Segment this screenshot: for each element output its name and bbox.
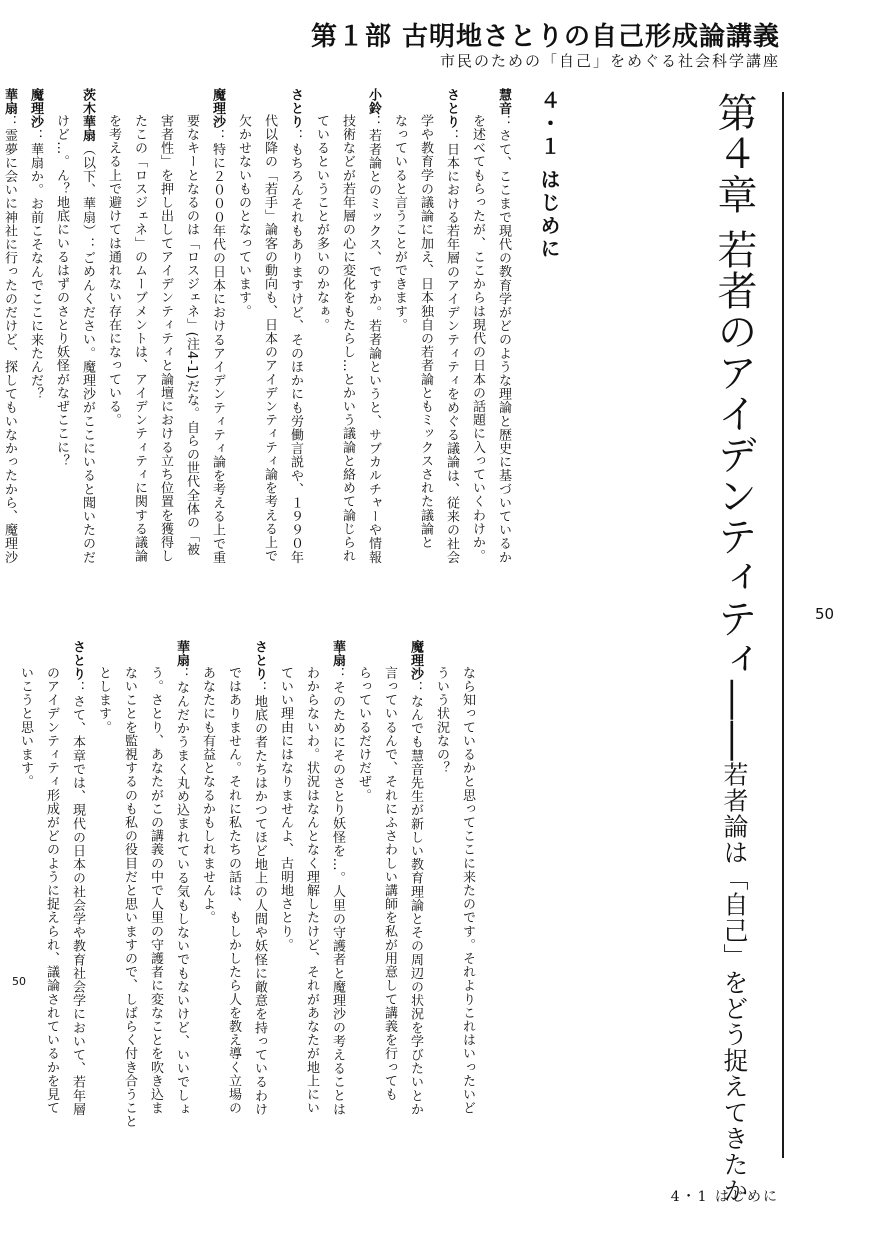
dialogue-line — [12, 640, 38, 1160]
dialogue-line — [298, 640, 324, 1160]
dialogue-line — [48, 88, 74, 608]
line-text: ではありません。それに私たちの話は、もしかしたら人を教え導く立場の — [226, 666, 241, 1115]
dialogue-line — [0, 88, 22, 608]
line-text: ：日本における若年層のアイデンティティをめぐる議論は、従来の社会 — [444, 128, 459, 565]
line-text: ：さて、ここまで現代の教育学がどのような理論と歴史に基づいているか — [496, 115, 511, 565]
dialogue-line — [220, 640, 246, 1160]
section-heading: ４・１ はじめに — [537, 90, 561, 261]
line-text: ：特に２０００年代の日本におけるアイデンティティ論を考える上で重 — [210, 128, 225, 565]
line-text: あなたにも有益となるかもしれませんよ。 — [200, 666, 215, 925]
line-text: けど…。ん？地底にいるはずのさとり妖怪がなぜここに？ — [54, 114, 69, 468]
line-text: 要なキーとなるのは「ロスジェネ」(注4-1)だな。自らの世代全体の「被 — [184, 114, 199, 557]
line-text: ないことを監視するのも私の役目だと思いますので、しばらく付き合うこと — [122, 666, 137, 1129]
line-text: 欠かせないものとなっています。 — [236, 114, 251, 318]
line-text: 害者性」を押し出してアイデンティティと論壇における立ち位置を獲得し — [158, 114, 173, 563]
part-title: 第１部 古明地さとりの自己形成論講義 — [310, 22, 780, 52]
dialogue-line — [230, 88, 256, 608]
dialogue-line — [142, 640, 168, 1160]
line-text: を考える上で避けては通れない存在になっている。 — [106, 114, 121, 427]
chapter-divider — [782, 92, 784, 1158]
speaker-name: さとり — [288, 88, 303, 129]
speaker-name: 小鈴 — [366, 88, 381, 116]
chapter-title-dash: ―― — [711, 679, 757, 762]
dialogue-line — [38, 640, 64, 1160]
dialogue-line — [126, 88, 152, 608]
speaker-name: 茨木華扇 — [80, 88, 95, 143]
line-text: ：若者論とのミックス、ですか。若者論というと、サブカルチャーや情報 — [366, 115, 381, 565]
dialogue-line — [100, 88, 126, 608]
chapter-title-main: 第４章 若者のアイデンティティ — [711, 92, 757, 680]
dialogue-line — [90, 640, 116, 1160]
line-text: なっていると言うことができます。 — [392, 114, 407, 332]
line-text: らっているだけだぜ。 — [356, 666, 371, 802]
line-text: ：華扇か。お前こそなんでここに来たんだ？ — [28, 128, 43, 401]
dialogue-line — [350, 640, 376, 1160]
speaker-name: さとり — [70, 640, 85, 681]
line-text: ：地底の者たちはかつてほど地上の人間や妖怪に敵意を持っているわけ — [252, 680, 267, 1117]
dialogue-line — [308, 88, 334, 608]
dialogue-line — [334, 88, 360, 608]
dialogue-line — [246, 640, 272, 1160]
speaker-name: 魔理沙 — [28, 88, 43, 129]
dialogue-line — [454, 640, 480, 1160]
dialogue-line — [64, 640, 90, 1160]
dialogue-line — [272, 640, 298, 1160]
line-text: う。さとり、あなたがこの講義の中で人里の守護者に変なことを吹き込ま — [148, 666, 163, 1115]
line-text: のアイデンティティ形成がどのように捉えられ、議論されているかを見て — [44, 666, 59, 1115]
line-text: 技術などが若年層の心に変化をもたらし…とかいう議論と絡めて論じられ — [340, 114, 355, 563]
speaker-name: さとり — [444, 88, 459, 129]
line-text: わからないわ。状況はなんとなく理解したけど、それがあなたが地上にい — [304, 666, 319, 1115]
body-text-upper — [2, 88, 580, 608]
dialogue-line — [464, 88, 490, 608]
dialogue-line — [412, 88, 438, 608]
dialogue-line — [116, 640, 142, 1160]
dialogue-line — [194, 640, 220, 1160]
dialogue-line — [376, 640, 402, 1160]
dialogue-line — [256, 88, 282, 608]
speaker-name: 魔理沙 — [210, 88, 225, 129]
dialogue-line — [168, 640, 194, 1160]
speaker-name: 華扇 — [330, 640, 345, 668]
line-text: いこうと思います。 — [18, 666, 33, 789]
line-text: 言っているんで、それにふさわしい講師を私が用意して講義を行っても — [382, 666, 397, 1102]
line-text: ：霊夢に会いに神社に行ったのだけど、探してもいなかったから、魔理沙 — [2, 115, 17, 565]
line-text: なら知っているかと思ってここに来たのです。それよりこれはいったいど — [460, 666, 475, 1115]
chapter-title — [712, 92, 756, 1204]
dialogue-line — [178, 88, 204, 608]
dialogue-lower — [12, 640, 480, 1160]
speaker-name: 慧音 — [496, 88, 511, 116]
line-text: ていい理由にはなりませんよ、古明地さとり。 — [278, 666, 293, 952]
running-footer: 4・1 はじめに — [670, 1189, 779, 1205]
chapter-subtitle: 若者論は「自己」をどう捉えてきたか — [720, 761, 749, 1204]
line-text: ：そのためにそのさとり妖怪を…。人里の守護者と魔理沙の考えることは — [330, 667, 345, 1117]
dialogue-line — [152, 88, 178, 608]
line-text: たこの「ロスジェネ」のムーブメントは、アイデンティティに関する議論 — [132, 114, 147, 563]
line-text: ういう状況なの？ — [434, 666, 449, 775]
speaker-name: さとり — [252, 640, 267, 681]
dialogue-line — [438, 88, 464, 608]
dialogue-line — [402, 640, 428, 1160]
speaker-name: 華扇 — [174, 640, 189, 668]
line-text: ：なんでも慧音先生が新しい教育理論とその周辺の状況を学びたいとか — [408, 680, 423, 1117]
line-text: ：さて、本章では、現代の日本の社会学や教育社会学において、若年層 — [70, 680, 85, 1117]
dialogue-line — [490, 88, 516, 608]
dialogue-line — [204, 88, 230, 608]
dialogue-line — [428, 640, 454, 1160]
speaker-name: 華扇 — [2, 88, 17, 116]
speaker-name: 魔理沙 — [408, 640, 423, 681]
line-text: ：なんだかうまく丸め込まれている気もしないでもないけど、いいでしょ — [174, 667, 189, 1117]
dialogue-line — [74, 88, 100, 608]
dialogue-line — [324, 640, 350, 1160]
line-text: とします。 — [96, 666, 111, 734]
line-text: （以下、華扇）：ごめんください。魔理沙がここにいると聞いたのだ — [80, 142, 95, 565]
dialogue-line — [386, 88, 412, 608]
page-number-small: 50 — [12, 975, 26, 988]
line-text: 代以降の「若手」論客の動向も、日本のアイデンティティ論を考える上で — [262, 114, 277, 563]
dialogue-line — [360, 88, 386, 608]
line-text: 学や教育学の議論に加え、日本独自の若者論ともミックスされた議論と — [418, 114, 433, 550]
line-text: ：もちろんそれもありますけど、そのほかにも労働言説や、１９９０年 — [288, 128, 303, 565]
line-text: を述べてもらったが、ここからは現代の日本の話題に入っていくわけか。 — [470, 114, 485, 563]
dialogue-line — [22, 88, 48, 608]
part-subtitle: 市民のための「自己」をめぐる社会科学講座 — [439, 52, 780, 70]
dialogue-upper — [0, 88, 516, 608]
page-number: 50 — [815, 605, 835, 623]
dialogue-line — [282, 88, 308, 608]
line-text: ているということが多いのかなぁ。 — [314, 114, 329, 332]
